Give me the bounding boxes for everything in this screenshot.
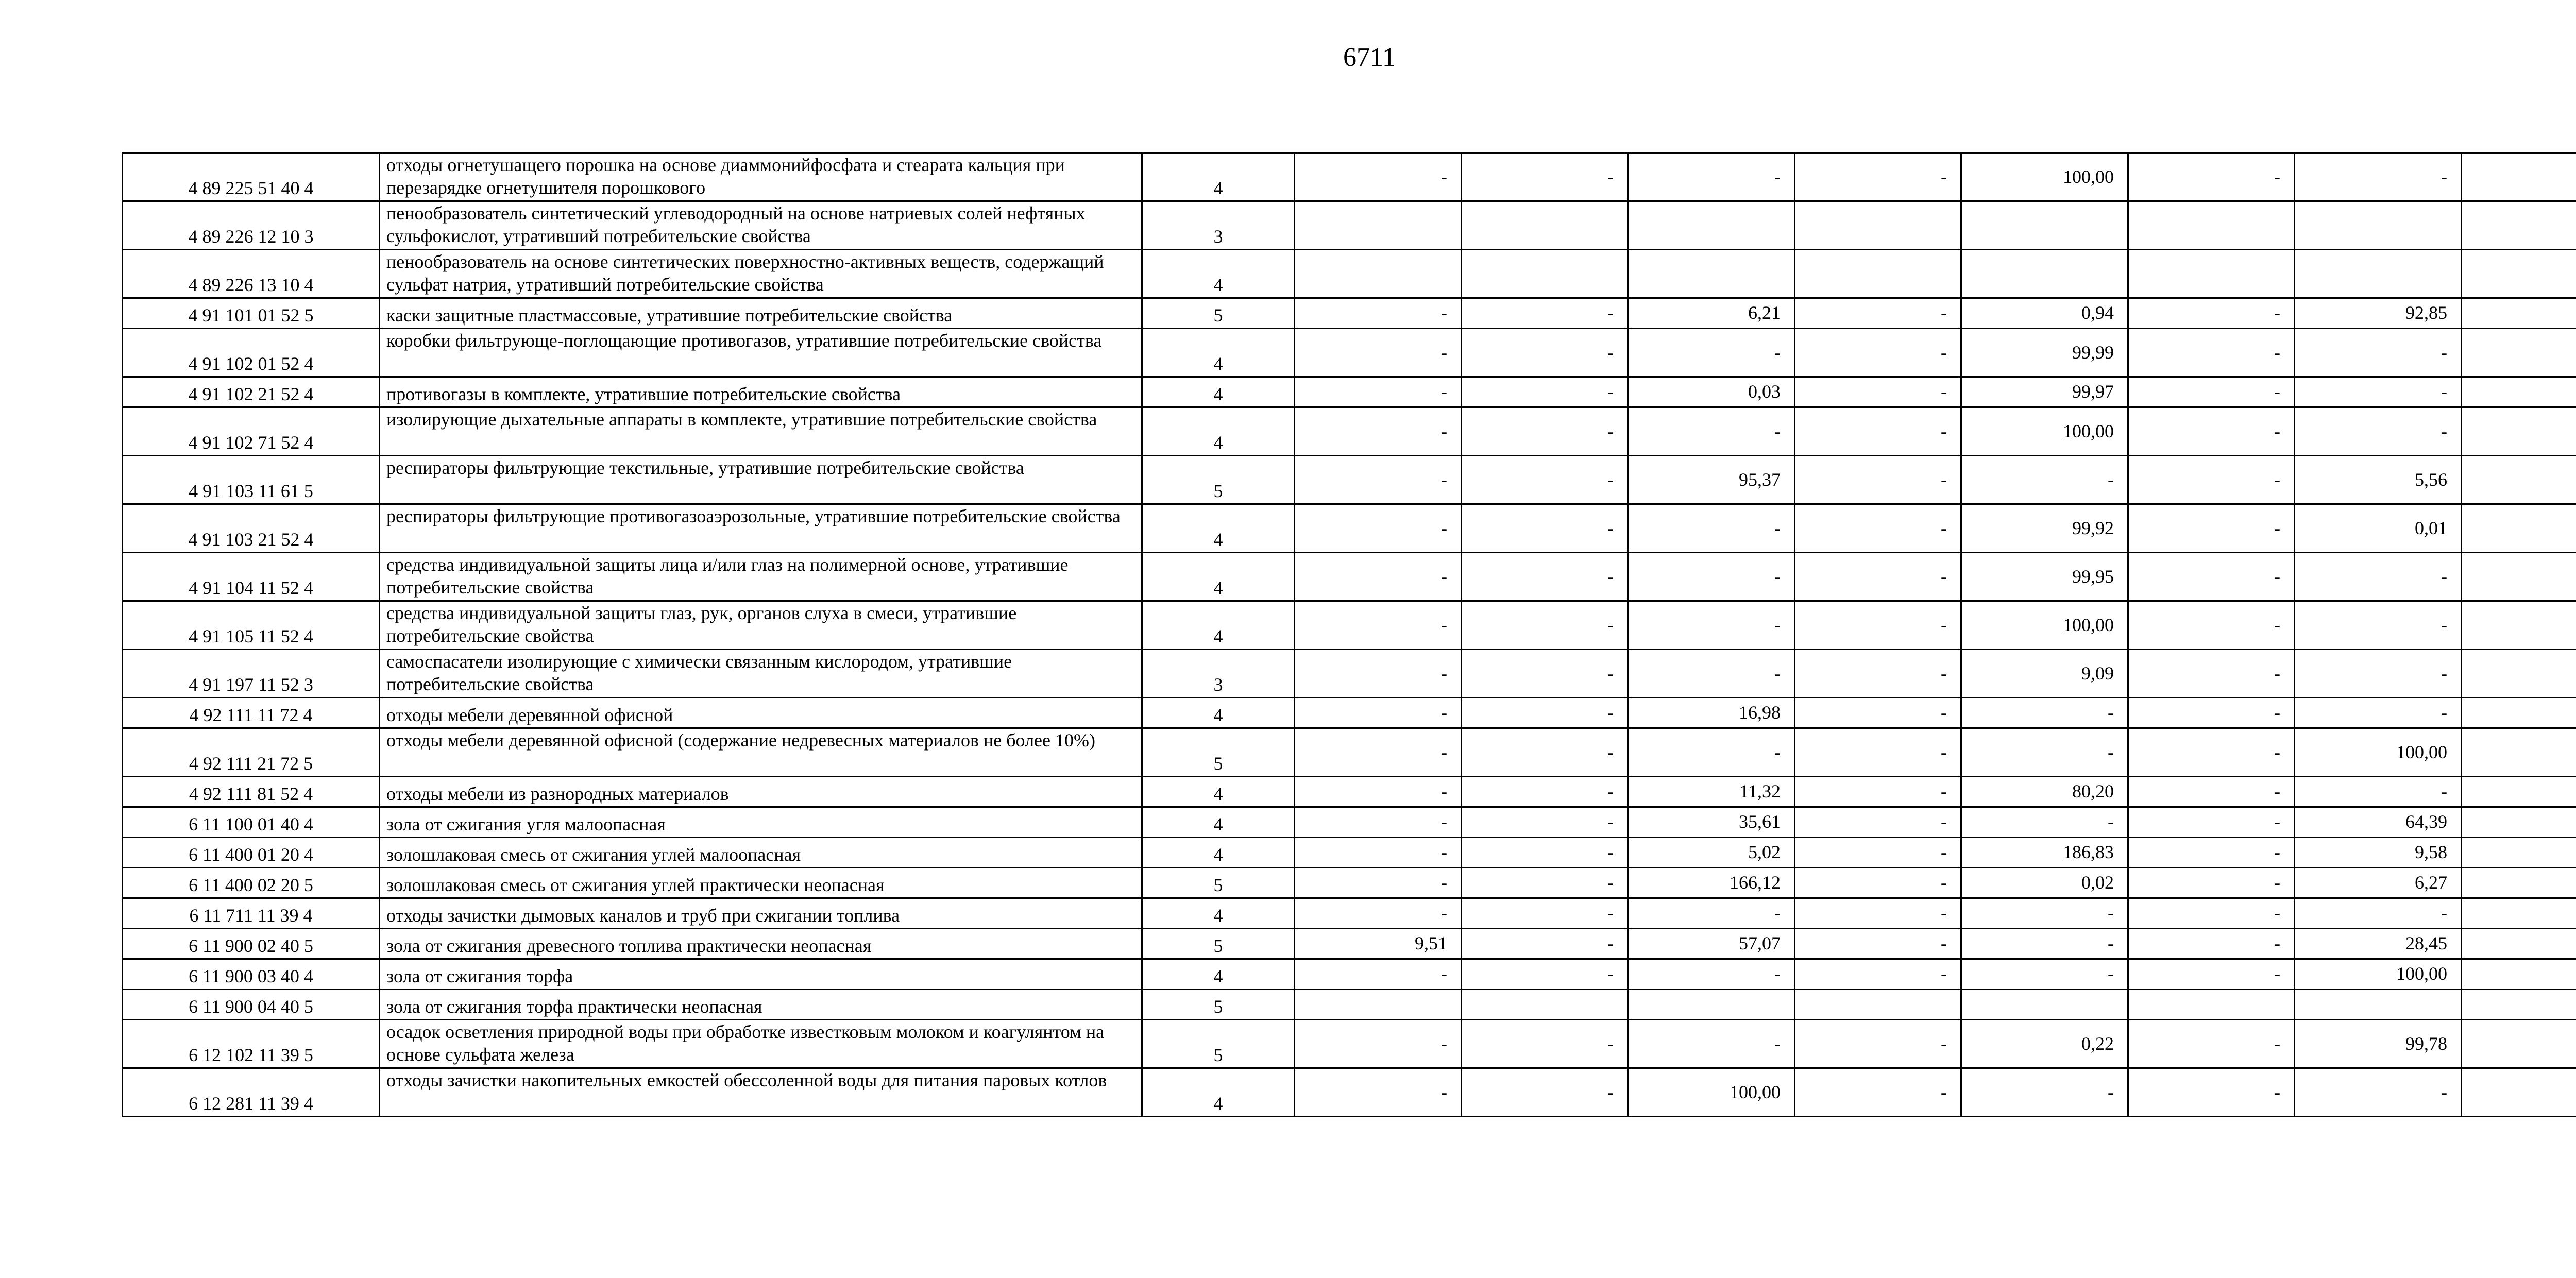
- waste-name-cell: противогазы в комплекте, утратившие потребительские свойства: [380, 377, 1142, 407]
- table-row: [123, 504, 2576, 553]
- value-cell-1: -: [1295, 777, 1462, 807]
- table-row: [123, 959, 2576, 990]
- waste-name-cell: отходы зачистки накопительных емкостей обессоленной воды для питания паровых котлов: [380, 1068, 1142, 1117]
- value-cell-6: [2128, 990, 2295, 1020]
- waste-code-cell: 4 91 101 01 52 5: [123, 298, 380, 329]
- hazard-class-cell: 4: [1142, 898, 1295, 929]
- value-cell-4: -: [1795, 601, 1961, 650]
- value-cell-6: -: [2128, 807, 2295, 838]
- value-cell-6: -: [2128, 407, 2295, 456]
- value-cell-5: [1961, 250, 2128, 298]
- hazard-class-cell: 4: [1142, 329, 1295, 377]
- waste-name-cell: зола от сжигания торфа: [380, 959, 1142, 990]
- value-cell-1: -: [1295, 898, 1462, 929]
- table-row: [123, 153, 2576, 201]
- waste-code-cell: 4 89 225 51 40 4: [123, 153, 380, 201]
- waste-code-cell: 4 91 102 21 52 4: [123, 377, 380, 407]
- value-cell-1: [1295, 201, 1462, 250]
- hazard-class-cell: 4: [1142, 601, 1295, 650]
- value-cell-7: -: [2295, 777, 2462, 807]
- value-cell-6: [2128, 250, 2295, 298]
- table-row: [123, 990, 2576, 1020]
- value-cell-1: -: [1295, 838, 1462, 868]
- value-cell-6: -: [2128, 298, 2295, 329]
- value-cell-5: -: [1961, 456, 2128, 504]
- table-row: [123, 1020, 2576, 1068]
- value-cell-6: -: [2128, 838, 2295, 868]
- waste-name-cell: респираторы фильтрующие противогазоаэрозольные, утратившие потребительские свойства: [380, 504, 1142, 553]
- waste-name-cell: осадок осветления природной воды при обработке известковым молоком и коагулянтом на основе сульфата железа: [380, 1020, 1142, 1068]
- table-row: [123, 456, 2576, 504]
- value-cell-5: 99,95: [1961, 553, 2128, 601]
- waste-code-cell: 4 91 105 11 52 4: [123, 601, 380, 650]
- hazard-class-cell: 3: [1142, 201, 1295, 250]
- table-row: [123, 777, 2576, 807]
- waste-name-cell: каски защитные пластмассовые, утратившие потребительские свойства: [380, 298, 1142, 329]
- value-cell-6: -: [2128, 898, 2295, 929]
- value-cell-4: -: [1795, 153, 1961, 201]
- value-cell-7: -: [2295, 601, 2462, 650]
- value-cell-4: -: [1795, 407, 1961, 456]
- value-cell-8: [2462, 959, 2576, 990]
- value-cell-6: -: [2128, 1020, 2295, 1068]
- table-row: [123, 807, 2576, 838]
- table-row: [123, 698, 2576, 728]
- value-cell-1: -: [1295, 1068, 1462, 1117]
- value-cell-4: -: [1795, 1020, 1961, 1068]
- value-cell-7: -: [2295, 898, 2462, 929]
- value-cell-7: -: [2295, 698, 2462, 728]
- value-cell-4: [1795, 250, 1961, 298]
- hazard-class-cell: 5: [1142, 868, 1295, 898]
- value-cell-5: 99,99: [1961, 329, 2128, 377]
- value-cell-5: -: [1961, 807, 2128, 838]
- hazard-class-cell: 5: [1142, 298, 1295, 329]
- value-cell-7: 0,01: [2295, 504, 2462, 553]
- waste-code-cell: 4 91 102 01 52 4: [123, 329, 380, 377]
- value-cell-2: -: [1462, 1020, 1628, 1068]
- value-cell-8: [2462, 377, 2576, 407]
- waste-name-cell: изолирующие дыхательные аппараты в комплекте, утратившие потребительские свойства: [380, 407, 1142, 456]
- value-cell-4: -: [1795, 504, 1961, 553]
- value-cell-4: -: [1795, 807, 1961, 838]
- value-cell-5: 100,00: [1961, 407, 2128, 456]
- waste-name-cell: зола от сжигания древесного топлива практически неопасная: [380, 929, 1142, 959]
- value-cell-7: -: [2295, 407, 2462, 456]
- value-cell-4: -: [1795, 929, 1961, 959]
- waste-name-cell: самоспасатели изолирующие с химически связанным кислородом, утратившие потребительские свойства: [380, 650, 1142, 698]
- value-cell-7: -: [2295, 377, 2462, 407]
- value-cell-2: -: [1462, 868, 1628, 898]
- value-cell-6: -: [2128, 959, 2295, 990]
- value-cell-7: 28,45: [2295, 929, 2462, 959]
- value-cell-5: 0,94: [1961, 298, 2128, 329]
- value-cell-8: [2462, 329, 2576, 377]
- value-cell-4: -: [1795, 329, 1961, 377]
- value-cell-1: -: [1295, 553, 1462, 601]
- waste-name-cell: средства индивидуальной защиты лица и/или глаз на полимерной основе, утратившие потребительские свойства: [380, 553, 1142, 601]
- value-cell-6: -: [2128, 777, 2295, 807]
- value-cell-1: -: [1295, 698, 1462, 728]
- value-cell-6: -: [2128, 153, 2295, 201]
- value-cell-8: [2462, 601, 2576, 650]
- waste-code-cell: 6 12 281 11 39 4: [123, 1068, 380, 1117]
- value-cell-7: -: [2295, 553, 2462, 601]
- value-cell-2: -: [1462, 959, 1628, 990]
- value-cell-2: -: [1462, 777, 1628, 807]
- value-cell-5: [1961, 990, 2128, 1020]
- value-cell-1: -: [1295, 959, 1462, 990]
- hazard-class-cell: 5: [1142, 1020, 1295, 1068]
- value-cell-2: -: [1462, 601, 1628, 650]
- value-cell-4: -: [1795, 898, 1961, 929]
- value-cell-4: -: [1795, 868, 1961, 898]
- waste-code-cell: 6 11 100 01 40 4: [123, 807, 380, 838]
- value-cell-2: [1462, 201, 1628, 250]
- value-cell-8: [2462, 504, 2576, 553]
- hazard-class-cell: 5: [1142, 929, 1295, 959]
- hazard-class-cell: 4: [1142, 777, 1295, 807]
- value-cell-2: -: [1462, 377, 1628, 407]
- value-cell-5: -: [1961, 898, 2128, 929]
- value-cell-7: 92,85: [2295, 298, 2462, 329]
- hazard-class-cell: 5: [1142, 728, 1295, 777]
- value-cell-1: -: [1295, 807, 1462, 838]
- table-row: [123, 298, 2576, 329]
- waste-name-cell: пенообразователь синтетический углеводородный на основе натриевых солей нефтяных сульфокислот, утративший потребительские свойства: [380, 201, 1142, 250]
- waste-code-cell: 4 91 103 21 52 4: [123, 504, 380, 553]
- waste-code-cell: 6 11 400 02 20 5: [123, 868, 380, 898]
- value-cell-1: -: [1295, 601, 1462, 650]
- value-cell-2: -: [1462, 1068, 1628, 1117]
- waste-code-cell: 4 91 103 11 61 5: [123, 456, 380, 504]
- table-row: [123, 929, 2576, 959]
- value-cell-6: -: [2128, 504, 2295, 553]
- value-cell-4: -: [1795, 698, 1961, 728]
- value-cell-1: -: [1295, 1020, 1462, 1068]
- table-row: [123, 407, 2576, 456]
- value-cell-1: [1295, 990, 1462, 1020]
- table-row: [123, 1068, 2576, 1117]
- hazard-class-cell: 4: [1142, 698, 1295, 728]
- value-cell-4: -: [1795, 553, 1961, 601]
- table-row: [123, 329, 2576, 377]
- hazard-class-cell: 4: [1142, 377, 1295, 407]
- waste-name-cell: отходы огнетушащего порошка на основе диаммонийфосфата и стеарата кальция при перезарядке огнетушителя порошкового: [380, 153, 1142, 201]
- value-cell-8: [2462, 698, 2576, 728]
- hazard-class-cell: 4: [1142, 504, 1295, 553]
- table-row: [123, 728, 2576, 777]
- table-row: [123, 838, 2576, 868]
- value-cell-8: [2462, 728, 2576, 777]
- value-cell-6: -: [2128, 553, 2295, 601]
- value-cell-3: -: [1628, 1020, 1795, 1068]
- value-cell-7: 9,58: [2295, 838, 2462, 868]
- value-cell-2: -: [1462, 298, 1628, 329]
- value-cell-8: [2462, 250, 2576, 298]
- value-cell-7: [2295, 990, 2462, 1020]
- table-row: [123, 250, 2576, 298]
- value-cell-2: -: [1462, 504, 1628, 553]
- waste-name-cell: отходы мебели из разнородных материалов: [380, 777, 1142, 807]
- value-cell-3: 11,32: [1628, 777, 1795, 807]
- value-cell-3: 35,61: [1628, 807, 1795, 838]
- value-cell-5: 100,00: [1961, 601, 2128, 650]
- waste-code-cell: 4 91 104 11 52 4: [123, 553, 380, 601]
- waste-name-cell: коробки фильтрующе-поглощающие противогазов, утратившие потребительские свойства: [380, 329, 1142, 377]
- waste-code-cell: 4 89 226 12 10 3: [123, 201, 380, 250]
- value-cell-2: -: [1462, 153, 1628, 201]
- value-cell-3: 100,00: [1628, 1068, 1795, 1117]
- value-cell-6: -: [2128, 329, 2295, 377]
- value-cell-4: -: [1795, 377, 1961, 407]
- waste-code-cell: 6 11 400 01 20 4: [123, 838, 380, 868]
- value-cell-3: -: [1628, 728, 1795, 777]
- value-cell-3: -: [1628, 650, 1795, 698]
- value-cell-7: -: [2295, 650, 2462, 698]
- value-cell-1: -: [1295, 329, 1462, 377]
- waste-name-cell: зола от сжигания угля малоопасная: [380, 807, 1142, 838]
- hazard-class-cell: 5: [1142, 456, 1295, 504]
- value-cell-8: [2462, 898, 2576, 929]
- value-cell-8: [2462, 456, 2576, 504]
- hazard-class-cell: 4: [1142, 407, 1295, 456]
- waste-code-cell: 4 91 102 71 52 4: [123, 407, 380, 456]
- value-cell-3: [1628, 250, 1795, 298]
- hazard-class-cell: 3: [1142, 650, 1295, 698]
- value-cell-3: [1628, 990, 1795, 1020]
- value-cell-5: 100,00: [1961, 153, 2128, 201]
- value-cell-1: -: [1295, 728, 1462, 777]
- value-cell-6: -: [2128, 728, 2295, 777]
- table-row: [123, 377, 2576, 407]
- value-cell-3: -: [1628, 407, 1795, 456]
- value-cell-8: [2462, 650, 2576, 698]
- value-cell-5: -: [1961, 728, 2128, 777]
- value-cell-3: -: [1628, 898, 1795, 929]
- hazard-class-cell: 4: [1142, 153, 1295, 201]
- waste-code-cell: 4 89 226 13 10 4: [123, 250, 380, 298]
- value-cell-3: -: [1628, 601, 1795, 650]
- page-number: 6711: [1343, 43, 1396, 72]
- waste-name-cell: золошлаковая смесь от сжигания углей малоопасная: [380, 838, 1142, 868]
- value-cell-5: -: [1961, 929, 2128, 959]
- value-cell-5: 80,20: [1961, 777, 2128, 807]
- value-cell-6: -: [2128, 456, 2295, 504]
- table-row: [123, 650, 2576, 698]
- value-cell-3: [1628, 201, 1795, 250]
- value-cell-3: 0,03: [1628, 377, 1795, 407]
- value-cell-7: -: [2295, 329, 2462, 377]
- waste-name-cell: золошлаковая смесь от сжигания углей практически неопасная: [380, 868, 1142, 898]
- value-cell-5: 0,22: [1961, 1020, 2128, 1068]
- value-cell-2: -: [1462, 456, 1628, 504]
- value-cell-5: -: [1961, 698, 2128, 728]
- waste-name-cell: зола от сжигания торфа практически неопасная: [380, 990, 1142, 1020]
- value-cell-6: -: [2128, 868, 2295, 898]
- hazard-class-cell: 4: [1142, 807, 1295, 838]
- waste-name-cell: отходы зачистки дымовых каналов и труб при сжигании топлива: [380, 898, 1142, 929]
- value-cell-6: -: [2128, 601, 2295, 650]
- value-cell-2: [1462, 250, 1628, 298]
- table-row: [123, 553, 2576, 601]
- value-cell-5: 186,83: [1961, 838, 2128, 868]
- value-cell-1: -: [1295, 377, 1462, 407]
- waste-data-table: [122, 152, 2576, 1117]
- value-cell-6: -: [2128, 1068, 2295, 1117]
- value-cell-7: 99,78: [2295, 1020, 2462, 1068]
- value-cell-5: [1961, 201, 2128, 250]
- value-cell-6: -: [2128, 698, 2295, 728]
- value-cell-2: -: [1462, 329, 1628, 377]
- waste-code-cell: 4 92 111 11 72 4: [123, 698, 380, 728]
- value-cell-3: 95,37: [1628, 456, 1795, 504]
- value-cell-2: -: [1462, 728, 1628, 777]
- value-cell-4: -: [1795, 456, 1961, 504]
- value-cell-4: -: [1795, 777, 1961, 807]
- value-cell-8: [2462, 1068, 2576, 1117]
- value-cell-7: [2295, 201, 2462, 250]
- waste-code-cell: 6 12 102 11 39 5: [123, 1020, 380, 1068]
- waste-code-cell: 6 11 900 04 40 5: [123, 990, 380, 1020]
- waste-code-cell: 6 11 900 03 40 4: [123, 959, 380, 990]
- hazard-class-cell: 4: [1142, 250, 1295, 298]
- waste-name-cell: отходы мебели деревянной офисной: [380, 698, 1142, 728]
- value-cell-2: -: [1462, 650, 1628, 698]
- waste-name-cell: пенообразователь на основе синтетических поверхностно-активных веществ, содержащий сульфат натрия, утративший потребительские свойства: [380, 250, 1142, 298]
- value-cell-8: [2462, 1020, 2576, 1068]
- value-cell-3: -: [1628, 153, 1795, 201]
- value-cell-8: [2462, 990, 2576, 1020]
- value-cell-1: -: [1295, 868, 1462, 898]
- value-cell-3: 57,07: [1628, 929, 1795, 959]
- value-cell-1: [1295, 250, 1462, 298]
- value-cell-8: [2462, 868, 2576, 898]
- table-row: [123, 868, 2576, 898]
- value-cell-5: 99,97: [1961, 377, 2128, 407]
- waste-code-cell: 6 11 900 02 40 5: [123, 929, 380, 959]
- value-cell-4: [1795, 990, 1961, 1020]
- value-cell-2: -: [1462, 898, 1628, 929]
- table-row: [123, 898, 2576, 929]
- value-cell-3: -: [1628, 553, 1795, 601]
- value-cell-7: 100,00: [2295, 728, 2462, 777]
- value-cell-8: [2462, 929, 2576, 959]
- value-cell-2: -: [1462, 807, 1628, 838]
- value-cell-6: -: [2128, 929, 2295, 959]
- value-cell-4: -: [1795, 650, 1961, 698]
- waste-code-cell: 4 92 111 81 52 4: [123, 777, 380, 807]
- value-cell-8: [2462, 407, 2576, 456]
- value-cell-7: 6,27: [2295, 868, 2462, 898]
- value-cell-3: 5,02: [1628, 838, 1795, 868]
- value-cell-4: -: [1795, 838, 1961, 868]
- value-cell-7: -: [2295, 153, 2462, 201]
- value-cell-3: 166,12: [1628, 868, 1795, 898]
- value-cell-4: -: [1795, 728, 1961, 777]
- hazard-class-cell: 5: [1142, 990, 1295, 1020]
- value-cell-5: 9,09: [1961, 650, 2128, 698]
- value-cell-6: -: [2128, 377, 2295, 407]
- value-cell-3: 16,98: [1628, 698, 1795, 728]
- value-cell-8: [2462, 298, 2576, 329]
- value-cell-2: -: [1462, 838, 1628, 868]
- value-cell-4: -: [1795, 959, 1961, 990]
- value-cell-2: -: [1462, 407, 1628, 456]
- waste-name-cell: респираторы фильтрующие текстильные, утратившие потребительские свойства: [380, 456, 1142, 504]
- waste-code-cell: 4 91 197 11 52 3: [123, 650, 380, 698]
- hazard-class-cell: 4: [1142, 553, 1295, 601]
- value-cell-2: -: [1462, 553, 1628, 601]
- value-cell-1: -: [1295, 298, 1462, 329]
- value-cell-8: [2462, 777, 2576, 807]
- value-cell-3: -: [1628, 959, 1795, 990]
- waste-name-cell: средства индивидуальной защиты глаз, рук, органов слуха в смеси, утратившие потребительские свойства: [380, 601, 1142, 650]
- waste-name-cell: отходы мебели деревянной офисной (содержание недревесных материалов не более 10%): [380, 728, 1142, 777]
- hazard-class-cell: 4: [1142, 1068, 1295, 1117]
- value-cell-8: [2462, 553, 2576, 601]
- value-cell-2: [1462, 990, 1628, 1020]
- value-cell-1: -: [1295, 153, 1462, 201]
- waste-code-cell: 4 92 111 21 72 5: [123, 728, 380, 777]
- value-cell-7: 100,00: [2295, 959, 2462, 990]
- value-cell-7: [2295, 250, 2462, 298]
- value-cell-6: -: [2128, 650, 2295, 698]
- value-cell-1: -: [1295, 504, 1462, 553]
- value-cell-2: -: [1462, 929, 1628, 959]
- table-row: [123, 201, 2576, 250]
- table-body: [123, 153, 2576, 1117]
- value-cell-1: -: [1295, 456, 1462, 504]
- value-cell-3: -: [1628, 329, 1795, 377]
- value-cell-3: -: [1628, 504, 1795, 553]
- value-cell-7: 64,39: [2295, 807, 2462, 838]
- value-cell-8: [2462, 807, 2576, 838]
- value-cell-3: 6,21: [1628, 298, 1795, 329]
- value-cell-7: -: [2295, 1068, 2462, 1117]
- value-cell-6: [2128, 201, 2295, 250]
- value-cell-2: -: [1462, 698, 1628, 728]
- value-cell-5: -: [1961, 1068, 2128, 1117]
- value-cell-1: 9,51: [1295, 929, 1462, 959]
- value-cell-5: 99,92: [1961, 504, 2128, 553]
- value-cell-8: [2462, 201, 2576, 250]
- value-cell-4: -: [1795, 298, 1961, 329]
- value-cell-4: [1795, 201, 1961, 250]
- value-cell-5: -: [1961, 959, 2128, 990]
- value-cell-8: [2462, 153, 2576, 201]
- value-cell-1: -: [1295, 407, 1462, 456]
- table-row: [123, 601, 2576, 650]
- value-cell-4: -: [1795, 1068, 1961, 1117]
- waste-code-cell: 6 11 711 11 39 4: [123, 898, 380, 929]
- value-cell-5: 0,02: [1961, 868, 2128, 898]
- value-cell-8: [2462, 838, 2576, 868]
- value-cell-1: -: [1295, 650, 1462, 698]
- hazard-class-cell: 4: [1142, 959, 1295, 990]
- hazard-class-cell: 4: [1142, 838, 1295, 868]
- value-cell-7: 5,56: [2295, 456, 2462, 504]
